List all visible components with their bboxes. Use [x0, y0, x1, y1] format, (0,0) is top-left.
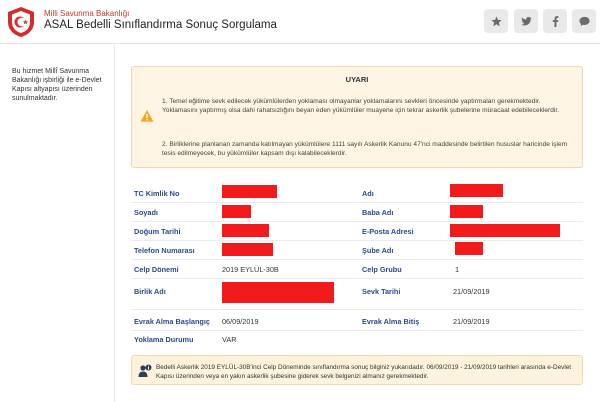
eposta-label: E-Posta Adresi	[362, 227, 414, 236]
yoklama-value: VAR	[222, 335, 237, 344]
evrak-baslangic-value: 06/09/2019	[222, 317, 259, 326]
facebook-icon	[550, 16, 561, 27]
info-text: Bedelli Askerlik 2019 EYLÜL-30B'inci Celp Döneminde sınıflandırma sonuç bilginiz yukarıdadır. 06/09/2019 - 21/09/2019 tarihleri arasında e-Devlet Kapısı üzerinden veya en yakın askerlik şubesine giderek sevk belgenizi almanız gerekmektedir.	[156, 364, 572, 380]
service-note: Bu hizmet Millî Savunma Bakanlığı işbirliği ile e-Devlet Kapısı altyapısı üzerinden sunulmaktadır.	[12, 68, 102, 102]
warning-title: UYARI	[345, 75, 369, 84]
telefon-label: Telefon Numarası	[134, 246, 195, 255]
evrak-bitis-value: 21/09/2019	[453, 317, 490, 326]
tc-label: TC Kimlik No	[134, 189, 180, 198]
celp-grubu-label: Celp Grubu	[362, 265, 402, 274]
warning-box	[131, 66, 583, 168]
ministry-logo	[6, 6, 36, 38]
sidebar	[0, 45, 115, 402]
star-icon	[491, 16, 502, 27]
warning-paragraph-2: 2. Birliklerine planlanan zamanda katılmayan yükümlülere 1111 sayılı Askerlik Kanunu 47'nci maddesinde belirtilen hususlar haricinde işlem tesis edilmeyecek, bu yükümlüler kapsam dışı kalabileceklerdir.	[162, 141, 568, 157]
baba-label: Baba Adı	[362, 208, 394, 217]
sube-value-redacted	[455, 242, 483, 255]
celp-donemi-label: Celp Dönemi	[134, 265, 179, 274]
birlik-label: Birlik Adı	[134, 287, 166, 296]
chat-button[interactable]	[572, 9, 596, 33]
birlik-value-redacted	[222, 282, 334, 303]
divider	[131, 309, 583, 310]
soyad-label: Soyadı	[134, 208, 158, 217]
eposta-value-redacted	[450, 224, 560, 237]
baba-value-redacted	[450, 205, 483, 218]
sevk-label: Sevk Tarihi	[362, 287, 401, 296]
sevk-value: 21/09/2019	[453, 287, 490, 296]
dogum-value-redacted	[222, 224, 269, 237]
favorite-button[interactable]	[484, 9, 508, 33]
divider	[131, 221, 583, 222]
divider	[131, 240, 583, 241]
telefon-value-redacted	[222, 243, 273, 256]
divider	[131, 202, 583, 203]
info-box	[131, 355, 583, 385]
soyad-value-redacted	[222, 205, 251, 218]
divider	[131, 259, 583, 260]
chat-icon	[579, 16, 590, 27]
sube-label: Şube Adı	[362, 246, 394, 255]
page-title: ASAL Bedelli Sınıflandırma Sonuç Sorgulama	[44, 19, 277, 31]
evrak-baslangic-label: Evrak Alma Başlangıç	[134, 317, 210, 326]
yoklama-label: Yoklama Durumu	[134, 335, 194, 344]
twitter-button[interactable]	[514, 9, 538, 33]
divider	[131, 330, 583, 331]
facebook-button[interactable]	[543, 9, 567, 33]
dogum-label: Doğum Tarihi	[134, 227, 181, 236]
person-info-icon	[138, 364, 152, 378]
twitter-icon	[521, 16, 532, 27]
celp-donemi-value: 2019 EYLÜL-30B	[222, 265, 279, 274]
divider	[131, 278, 583, 279]
ad-label: Adı	[362, 189, 374, 198]
warning-paragraph-1: 1. Temel eğitime sevk edilecek yükümlülerden yoklaması olmayanlar yoklamalarını sevkleri öncesinde yaptırmaları gerekmektedir. Yoklamasını yaptırmış olsa dahi rahatsızlığını beyan eden yükümlüler muayene için tekrar askerlik şubelerine müracaat edebileceklerdir.	[162, 98, 560, 114]
tc-value-redacted	[222, 185, 277, 198]
warning-icon	[140, 109, 154, 123]
org-name[interactable]: Milli Savunma Bakanlığı	[44, 9, 130, 18]
ad-value-redacted	[450, 184, 503, 197]
celp-grubu-value: 1	[455, 265, 460, 274]
page-header	[0, 0, 600, 44]
evrak-bitis-label: Evrak Alma Bitiş	[362, 317, 420, 326]
